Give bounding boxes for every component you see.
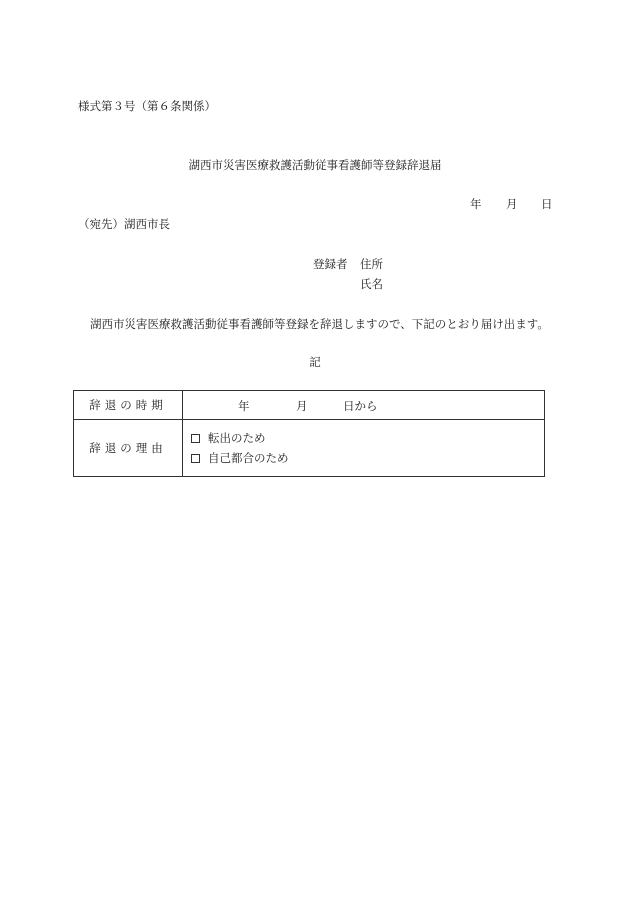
detail-table xyxy=(73,390,545,477)
period-month-label: 月 xyxy=(296,399,308,413)
table-row-reason xyxy=(74,420,545,477)
checkbox-icon[interactable] xyxy=(191,454,200,463)
registrant-label: 登録者 xyxy=(313,257,348,271)
form-number: 様式第３号（第６条関係） xyxy=(78,99,216,113)
addressee: （宛先）湖西市長 xyxy=(78,217,170,231)
ki-heading: 記 xyxy=(309,355,321,369)
period-value-cell[interactable] xyxy=(183,391,545,420)
reason-option-personal[interactable] xyxy=(183,448,544,468)
table-row-period xyxy=(74,391,545,420)
period-year-label: 年 xyxy=(238,399,250,413)
date-day-label: 日 xyxy=(541,197,553,211)
period-from-label: 日から xyxy=(343,399,378,413)
date-month-label: 月 xyxy=(506,197,518,211)
document-title: 湖西市災害医療救護活動従事看護師等登録辞退届 xyxy=(188,158,442,172)
period-label: 辞退の時期 xyxy=(74,391,183,420)
reason-option-relocation[interactable] xyxy=(183,428,544,448)
checkbox-icon[interactable] xyxy=(191,434,200,443)
reason-option-label: 転出のため xyxy=(208,431,266,445)
name-field-label: 氏名 xyxy=(360,277,383,291)
reason-label: 辞退の理由 xyxy=(74,420,183,477)
reason-options-cell xyxy=(183,420,545,477)
address-field-label: 住所 xyxy=(360,257,383,271)
date-year-label: 年 xyxy=(470,197,482,211)
body-text: 湖西市災害医療救護活動従事看護師等登録を辞退しますので、下記のとおり届け出ます。 xyxy=(90,317,549,331)
reason-option-label: 自己都合のため xyxy=(208,451,289,465)
